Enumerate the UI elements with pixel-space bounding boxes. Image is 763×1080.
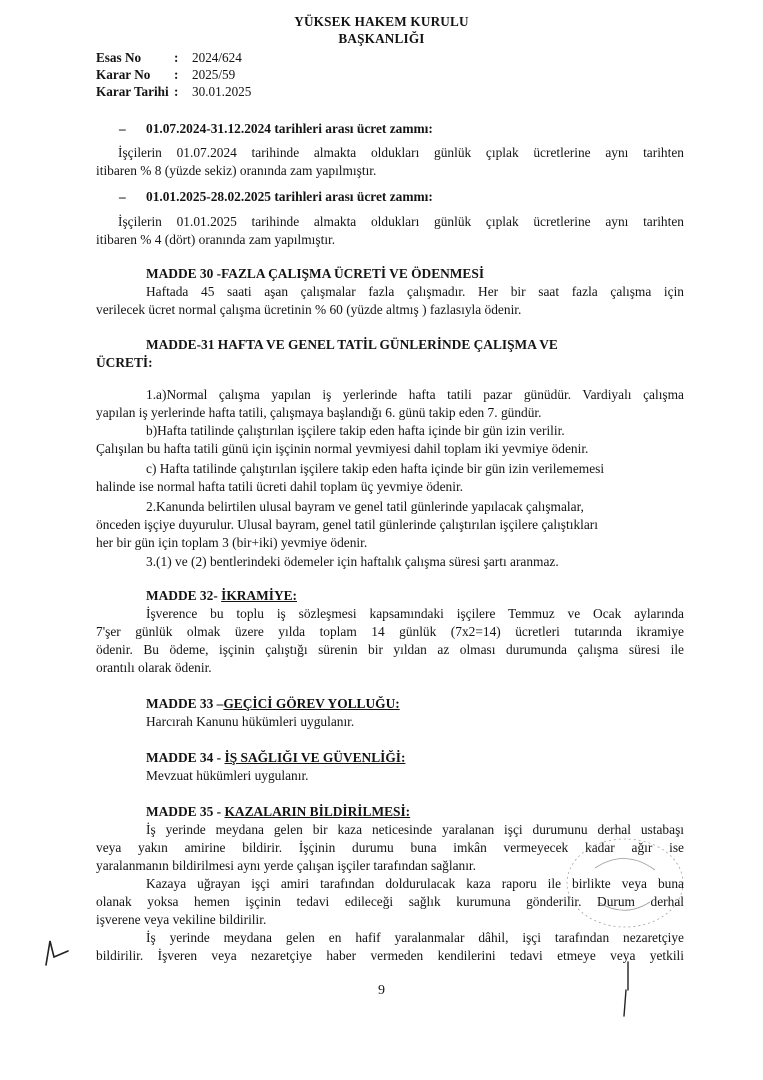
karar-no-label: Karar No xyxy=(96,67,151,82)
karar-tarihi-value: 30.01.2025 xyxy=(192,84,252,99)
madde-30-title: MADDE 30 -FAZLA ÇALIŞMA ÜCRETİ VE ÖDENMESİ xyxy=(146,266,485,281)
esas-no-value: 2024/624 xyxy=(192,50,242,65)
madde-32-prefix: MADDE 32- xyxy=(146,588,222,603)
madde-31-line6: halinde ise normal hafta tatili ücreti dahil toplam üç yevmiye ödenir. xyxy=(96,479,464,494)
madde-31-line5: c) Hafta tatilinde çalıştırılan işçilere takip eden hafta içinde bir gün izin verilememesi xyxy=(146,461,605,476)
madde-31-line9: her bir gün için toplam 3 (bir+iki) yevmiye ödenir. xyxy=(96,535,368,550)
s1-paragraph-line2: itibaren % 8 (yüzde sekiz) oranında zam yapılmıştır. xyxy=(96,163,377,178)
madde-33-title-text: GEÇİCİ GÖREV YOLLUĞU: xyxy=(223,696,400,711)
colon: : xyxy=(174,67,179,82)
header-title-line2: BAŞKANLIĞI xyxy=(338,31,425,46)
s1-heading: 01.07.2024-31.12.2024 tarihleri arası ücret zammı: xyxy=(146,121,433,136)
madde-35-line2: veya yakın amirine bildirir. İşçinin durumu buna imkân vermeyecek kadar ağır ise xyxy=(96,840,684,855)
karar-no-value: 2025/59 xyxy=(192,67,236,82)
madde-35-line6: işverene veya vekiline bildirilir. xyxy=(96,912,267,927)
madde-32-line3: ödenir. Bu ödeme, işçinin çalıştığı sürenin bir yıldan az olması durumunda çalışma süresi ile xyxy=(96,642,684,657)
madde-33-prefix: MADDE 33 – xyxy=(146,696,224,711)
madde-35-line3: yaralanmanın bildirilmesi aynı yerde çalışan işçiler tarafından sağlanır. xyxy=(96,858,477,873)
madde-33-line1: Harcırah Kanunu hükümleri uygulanır. xyxy=(146,714,355,729)
madde-34-title xyxy=(146,750,405,766)
madde-31-line7: 2.Kanunda belirtilen ulusal bayram ve genel tatil günlerinde yapılacak çalışmalar, xyxy=(146,499,584,514)
madde-35-prefix: MADDE 35 - xyxy=(146,804,225,819)
s2-paragraph-line1: İşçilerin 01.01.2025 tarihinde almakta oldukları günlük çıplak ücretlerine aynı tarihten xyxy=(118,214,684,229)
margin-initial-mark xyxy=(40,935,76,971)
stamp-mark xyxy=(555,828,695,938)
madde-32-line2: 7'şer günlük olmak üzere yılda toplam 14 günlük (7x2=14) ücretleri tutarında ikramiye xyxy=(96,624,684,639)
madde-35-title-text: KAZALARIN BİLDİRİLMESİ: xyxy=(224,804,411,819)
s2-heading: 01.01.2025-28.02.2025 tarihleri arası ücret zammı: xyxy=(146,189,433,204)
madde-33-title xyxy=(146,696,400,712)
madde-31-line10: 3.(1) ve (2) bentlerindeki ödemeler için haftalık çalışma süresi şartı aranmaz. xyxy=(146,554,559,569)
s1-paragraph-line1: İşçilerin 01.07.2024 tarihinde almakta oldukları günlük çıplak ücretlerine aynı tarihten xyxy=(118,145,684,160)
madde-35-line1: İş yerinde meydana gelen bir kaza neticesinde yaralanan işçi durumunu derhal ustabaşı xyxy=(146,822,684,837)
madde-35-title xyxy=(146,804,410,820)
madde-31-line8: önceden işçiye duyurulur. Ulusal bayram, genel tatil günlerinde çalıştırılan işçilere çalıştıkları xyxy=(96,517,598,532)
madde-35-line8: bildirilir. İşveren veya nezaretçiye haber vermeden kendilerini tedavi etmeye veya yetkili xyxy=(96,948,684,963)
signature-stroke xyxy=(616,960,636,1020)
meta-esas-no xyxy=(96,50,242,66)
karar-tarihi-label: Karar Tarihi xyxy=(96,84,169,99)
meta-karar-tarihi xyxy=(96,84,251,100)
page-number: 9 xyxy=(378,983,385,998)
colon: : xyxy=(174,84,179,99)
madde-34-title-text: İŞ SAĞLIĞI VE GÜVENLİĞİ: xyxy=(224,750,406,765)
madde-31-line1: 1.a)Normal çalışma yapılan iş yerlerinde hafta tatili pazar günüdür. Vardiyalı çalışma xyxy=(146,387,684,402)
madde-30-line2: verilecek ücret normal çalışma ücretinin % 60 (yüzde altmış ) fazlasıyla ödenir. xyxy=(96,302,522,317)
madde-35-line7: İş yerinde meydana gelen en hafif yaralanmalar dâhil, işçi tarafından nezaretçiye xyxy=(146,930,684,945)
dash-bullet: – xyxy=(119,189,126,204)
madde-34-prefix: MADDE 34 - xyxy=(146,750,225,765)
dash-bullet: – xyxy=(119,121,126,136)
header-title-line1: YÜKSEK HAKEM KURULU xyxy=(294,14,469,29)
madde-31-line2: yapılan iş yerlerinde hafta tatili, çalışmaya başlandığı 6. günü takip eden 7. gündür. xyxy=(96,405,542,420)
madde-30-line1: Haftada 45 saati aşan çalışmalar fazla çalışmadır. Her bir saat fazla çalışma için xyxy=(146,284,684,299)
madde-31-line4: Çalışılan bu hafta tatili günü için işçinin normal yevmiyesi dahil toplam iki yevmiye ödenir. xyxy=(96,441,589,456)
madde-35-line4: Kazaya uğrayan işçi amiri tarafından doldurulacak kaza raporu ile birlikte veya buna xyxy=(146,876,684,891)
madde-34-line1: Mevzuat hükümleri uygulanır. xyxy=(146,768,309,783)
meta-karar-no xyxy=(96,67,235,83)
madde-35-line5: olanak yoksa hemen işçinin tedavi edileceği sağlık kurumuna gönderilir. Durum derhal xyxy=(96,894,684,909)
colon: : xyxy=(174,50,179,65)
madde-31-line3: b)Hafta tatilinde çalıştırılan işçilere takip eden hafta içinde bir gün izin verilir. xyxy=(146,423,565,438)
madde-31-title-line2: ÜCRETİ: xyxy=(96,355,153,370)
madde-32-title-text: İKRAMİYE: xyxy=(221,588,298,603)
esas-no-label: Esas No xyxy=(96,50,142,65)
madde-32-line4: orantılı olarak ödenir. xyxy=(96,660,212,675)
s2-paragraph-line2: itibaren % 4 (dört) oranında zam yapılmıştır. xyxy=(96,232,336,247)
madde-31-title-line1: MADDE-31 HAFTA VE GENEL TATİL GÜNLERİNDE ÇALIŞMA VE xyxy=(146,337,558,352)
madde-32-title xyxy=(146,588,297,604)
madde-32-line1: İşverence bu toplu iş sözleşmesi kapsamındaki işçilere Temmuz ve Ocak aylarında xyxy=(146,606,684,621)
